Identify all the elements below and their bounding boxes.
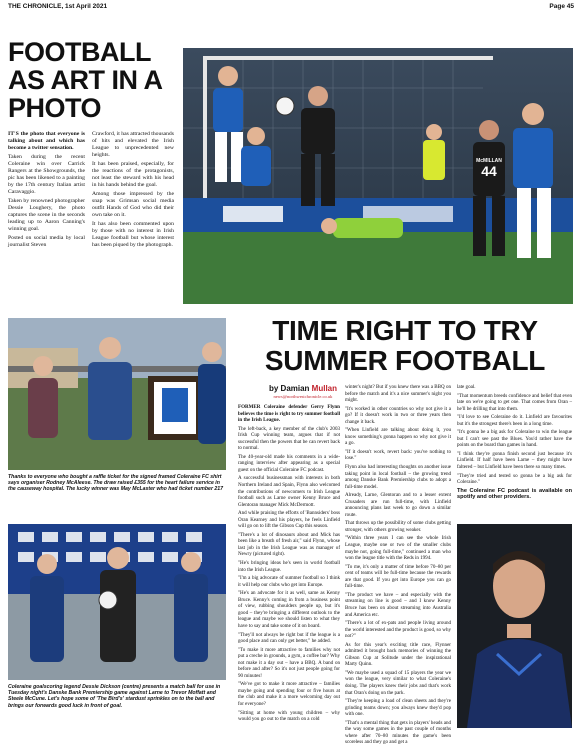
paragraph: "Sitting at home with young children – why would you go out to the match on a cold bbox=[238, 709, 340, 723]
paragraph: FORMER Coleraine defender Gerry Flynn believes the time is right to try summer football in the Irish League. bbox=[238, 404, 340, 424]
paragraph: "To make it more attractive to families why not put a creche in grounds, a gym, a coffee bar? Why not make it a day out – have a BBQ. A band on before and after? So it's not just people going for 90 minutes! bbox=[238, 646, 340, 679]
paragraph: It has also been commented upon by those with no interest in Irish League football but whose interest has been piqued by the photograph. bbox=[92, 221, 174, 248]
paragraph: "They're tried and tested so gonna be a big ask for Coleraine." bbox=[457, 472, 572, 486]
story1-column-1 bbox=[8, 131, 85, 251]
byline-prefix: by Damian bbox=[268, 384, 312, 393]
paragraph: "There's a lot of dinosaurs about and Mick has been like a breath of fresh air," said Flynn, whose last job in the Irish League was as manager of Newry (pictured right). bbox=[238, 531, 340, 558]
byline-author: Mullan bbox=[311, 384, 338, 393]
paragraph: Among those impressed by the snap was Grimsan social media outfit Hands of God who did their own take on it. bbox=[92, 191, 174, 218]
masthead-paper: THE CHRONICLE, 1st April 2021 bbox=[8, 3, 108, 10]
paragraph: The left-back, a key member of the club's 2003 Irish Cup winning team, argues that if not successful then the powers that be can revert back to normal. bbox=[238, 425, 340, 452]
paragraph: Crawford, it has attracted thousands of hits and elevated the Irish League to unprecedented new heights. bbox=[92, 131, 174, 158]
match-ball-photo bbox=[8, 524, 226, 680]
story2-column-2 bbox=[345, 384, 451, 748]
headline-summer-football: TIME RIGHT TO TRY SUMMER FOOTBALL bbox=[264, 315, 546, 376]
shirt-print bbox=[473, 158, 505, 179]
paragraph: "I'd love to see Coleraine do it. Linfield are favourites but it's the strongest there's been in a long time. bbox=[457, 414, 572, 427]
paragraph: It has been praised, especially, for the reactions of the protagonists, not least the steward with his head in his hands behind the goal. bbox=[92, 161, 174, 188]
paragraph: "They're keeping a load of clean sheets and they're grinding teams down; you always knew they'd pop with one. bbox=[345, 698, 451, 718]
paragraph: "When Linfield are talking about doing it, you know something's gonna happen so why not give it a go. bbox=[345, 427, 451, 447]
paragraph: "Within three years I can see the whole Irish League, maybe one or two of the smaller clubs maybe not, going full-time," continued a man who won the league title with the Reds in 1994. bbox=[345, 535, 451, 562]
paragraph: "He's bringing ideas he's seen in world football into the Irish League. bbox=[238, 560, 340, 573]
paragraph: "I'm a big advocate of summer football so I think it will help our clubs who get into Europe. bbox=[238, 575, 340, 588]
paragraph: "The product we have – and especially with the streaming on line is good – and I know Kenny Bruce has been on about streaming into Australia and America etc. bbox=[345, 591, 451, 618]
match-photo-scene bbox=[183, 48, 573, 304]
paragraph: "There's a lot of ex-pats and people living around the world interested and the product is good, so why not?" bbox=[345, 620, 451, 640]
paragraph: As for this year's exciting title race, Flynner admitted it brought back memories of winning the Gibson Cup at Solitude under the inspirational Marty Quinn. bbox=[345, 641, 451, 668]
paragraph: late goal. bbox=[457, 384, 476, 390]
shirt-name: McMILLAN bbox=[476, 158, 502, 164]
paragraph: "We've got to make it more attractive – families maybe going and spending four or five hours at the club and make it a more welcoming day out for everyone? bbox=[238, 681, 340, 707]
paragraph: And while praising the efforts of 'Bannsiders' boss Oran Kearney and his players, he feels Linfield will go on to lift the Gibson Cup this season. bbox=[238, 510, 340, 530]
headline-football-art: FOOTBALL AS ART IN A PHOTO bbox=[8, 37, 162, 123]
paragraph: That throws up the possibility of some clubs getting stronger, with others growing weaker. bbox=[345, 520, 451, 533]
story1-column-2 bbox=[92, 131, 174, 251]
raffle-caption: Thanks to everyone who bought a raffle ticket for the signed framed Coleraine FC shirt says organiser Rodney McAleese. The draw raised £355 for the heart failure service in the causeway hospital. The lucky winner was May McLaster who had ticket number 217 bbox=[8, 474, 224, 493]
paragraph: winter's night? But if you knew there was a BBQ on before the match and it's a nice summer's night you might. bbox=[345, 384, 451, 404]
byline-email: news@northwestchronicle.co.uk bbox=[273, 394, 333, 399]
masthead bbox=[8, 3, 574, 15]
paragraph: Taken during the recent Coleraine win over Carrick Rangers at the Showgrounds, the pic has been likened to a painting by the 17th century Italian artist Caravaggio. bbox=[8, 154, 85, 195]
paragraph: Posted on social media by local journalist Steven bbox=[8, 235, 85, 248]
paragraph: The 40-year-old made his comments in a wide-ranging interview after appearing as a special guest on the official Coleraine FC podcast. bbox=[238, 453, 340, 473]
paragraph: "That's a mental thing that gets in players' heads and the way some games in the past couple of months where after 70–80 minutes the game's been scoreless and they go and get a bbox=[345, 719, 451, 746]
paragraph: "We maybe used a squad of 15 players the year we won the league, very similar to what Coleraine's doing. The players knew their jobs and that's work that Oran's doing on the park. bbox=[345, 669, 451, 696]
paragraph: "That momentum breeds confidence and belief that even late on we're going to get one. That comes from Oran – he'll be drilling that into them. bbox=[457, 392, 572, 412]
paragraph: "They'll not always be right but if the league is a good place and can only get better," he added. bbox=[238, 631, 340, 645]
flynn-portrait-photo bbox=[457, 524, 572, 728]
shirt-number: 44 bbox=[481, 163, 497, 179]
match-ball-caption: Coleraine goalscoring legend Dessie Dickson (centre) presents a match ball for use in Tuesday night's Danske Bank Premiership game against Larne to Trevor Moffatt and Steele McCune. Let's hope some of 'The Bird's' stardust sprinkles on to the ball and brings our forwards good luck in front of goal. bbox=[8, 684, 221, 709]
paragraph: "To me, it's only a matter of time before 70–80 per cent of teams will be full-time because the rewards are that good. If you get into Europe you can go full-time. bbox=[345, 563, 451, 590]
paragraph: Taken by renowned photographer Dessie Loughery, the photo captures the scene in the seconds leading up to Aaron Canning's winning goal. bbox=[8, 198, 85, 232]
paragraph: Flynn also had interesting thoughts on another issue taking point in local football – the growing trend among Danske Bank Premiership clubs to adopt a full-time model. bbox=[345, 464, 451, 490]
story2-column-1 bbox=[238, 404, 340, 725]
paragraph: "He's an advocate for it as well, same as Kenny Bruce. Kenny's coming in from a business point of view, rubbing shoulders people up, but it's good – they're bringing a different outlook to the league and maybe we should listen to what they have to say and take some of it on board. bbox=[238, 590, 340, 629]
match-photo bbox=[183, 48, 573, 304]
paragraph: A successful businessman with interests in both Northern Ireland and Spain, Flynn also welcomed the contributions of newcomers to Irish League football such as Larne owner Kenny Bruce and Glentoran manager Mick McDermott. bbox=[238, 475, 340, 508]
match-ball-photo-scene bbox=[8, 524, 226, 680]
paragraph: IT'S the photo that everyone is talking about and which has become a twitter sensation. bbox=[8, 131, 85, 151]
story2-column-3 bbox=[457, 384, 572, 503]
raffle-photo bbox=[8, 318, 226, 470]
paragraph: "If it doesn't work, revert back: you've nothing to lose." bbox=[345, 448, 451, 462]
paragraph: "I think they're gonna finish second just because it's Linfield. If half have been Larne – they might have faltered – but Linfield have been there so many times. bbox=[457, 450, 572, 471]
page-number: Page 45 bbox=[549, 3, 574, 10]
flynn-portrait-scene bbox=[457, 524, 572, 728]
paragraph: Already, Larne, Glentoran and to a lesser extent Crusaders are run full-time, with Linfield announcing plans last week to go down a similar route. bbox=[345, 492, 451, 518]
paragraph: "It's gonna be a big ask for Coleraine to win the league but I can't see past the Blues. You'd rather have the points on the board than games in hand. bbox=[457, 429, 572, 449]
podcast-note: The Coleraine FC podcast is available on spotify and other providers. bbox=[457, 487, 572, 501]
paragraph: "It's worked in other countries so why not give it a go? If it doesn't work in two or three years then change it back. bbox=[345, 405, 451, 425]
raffle-photo-scene bbox=[8, 318, 226, 470]
